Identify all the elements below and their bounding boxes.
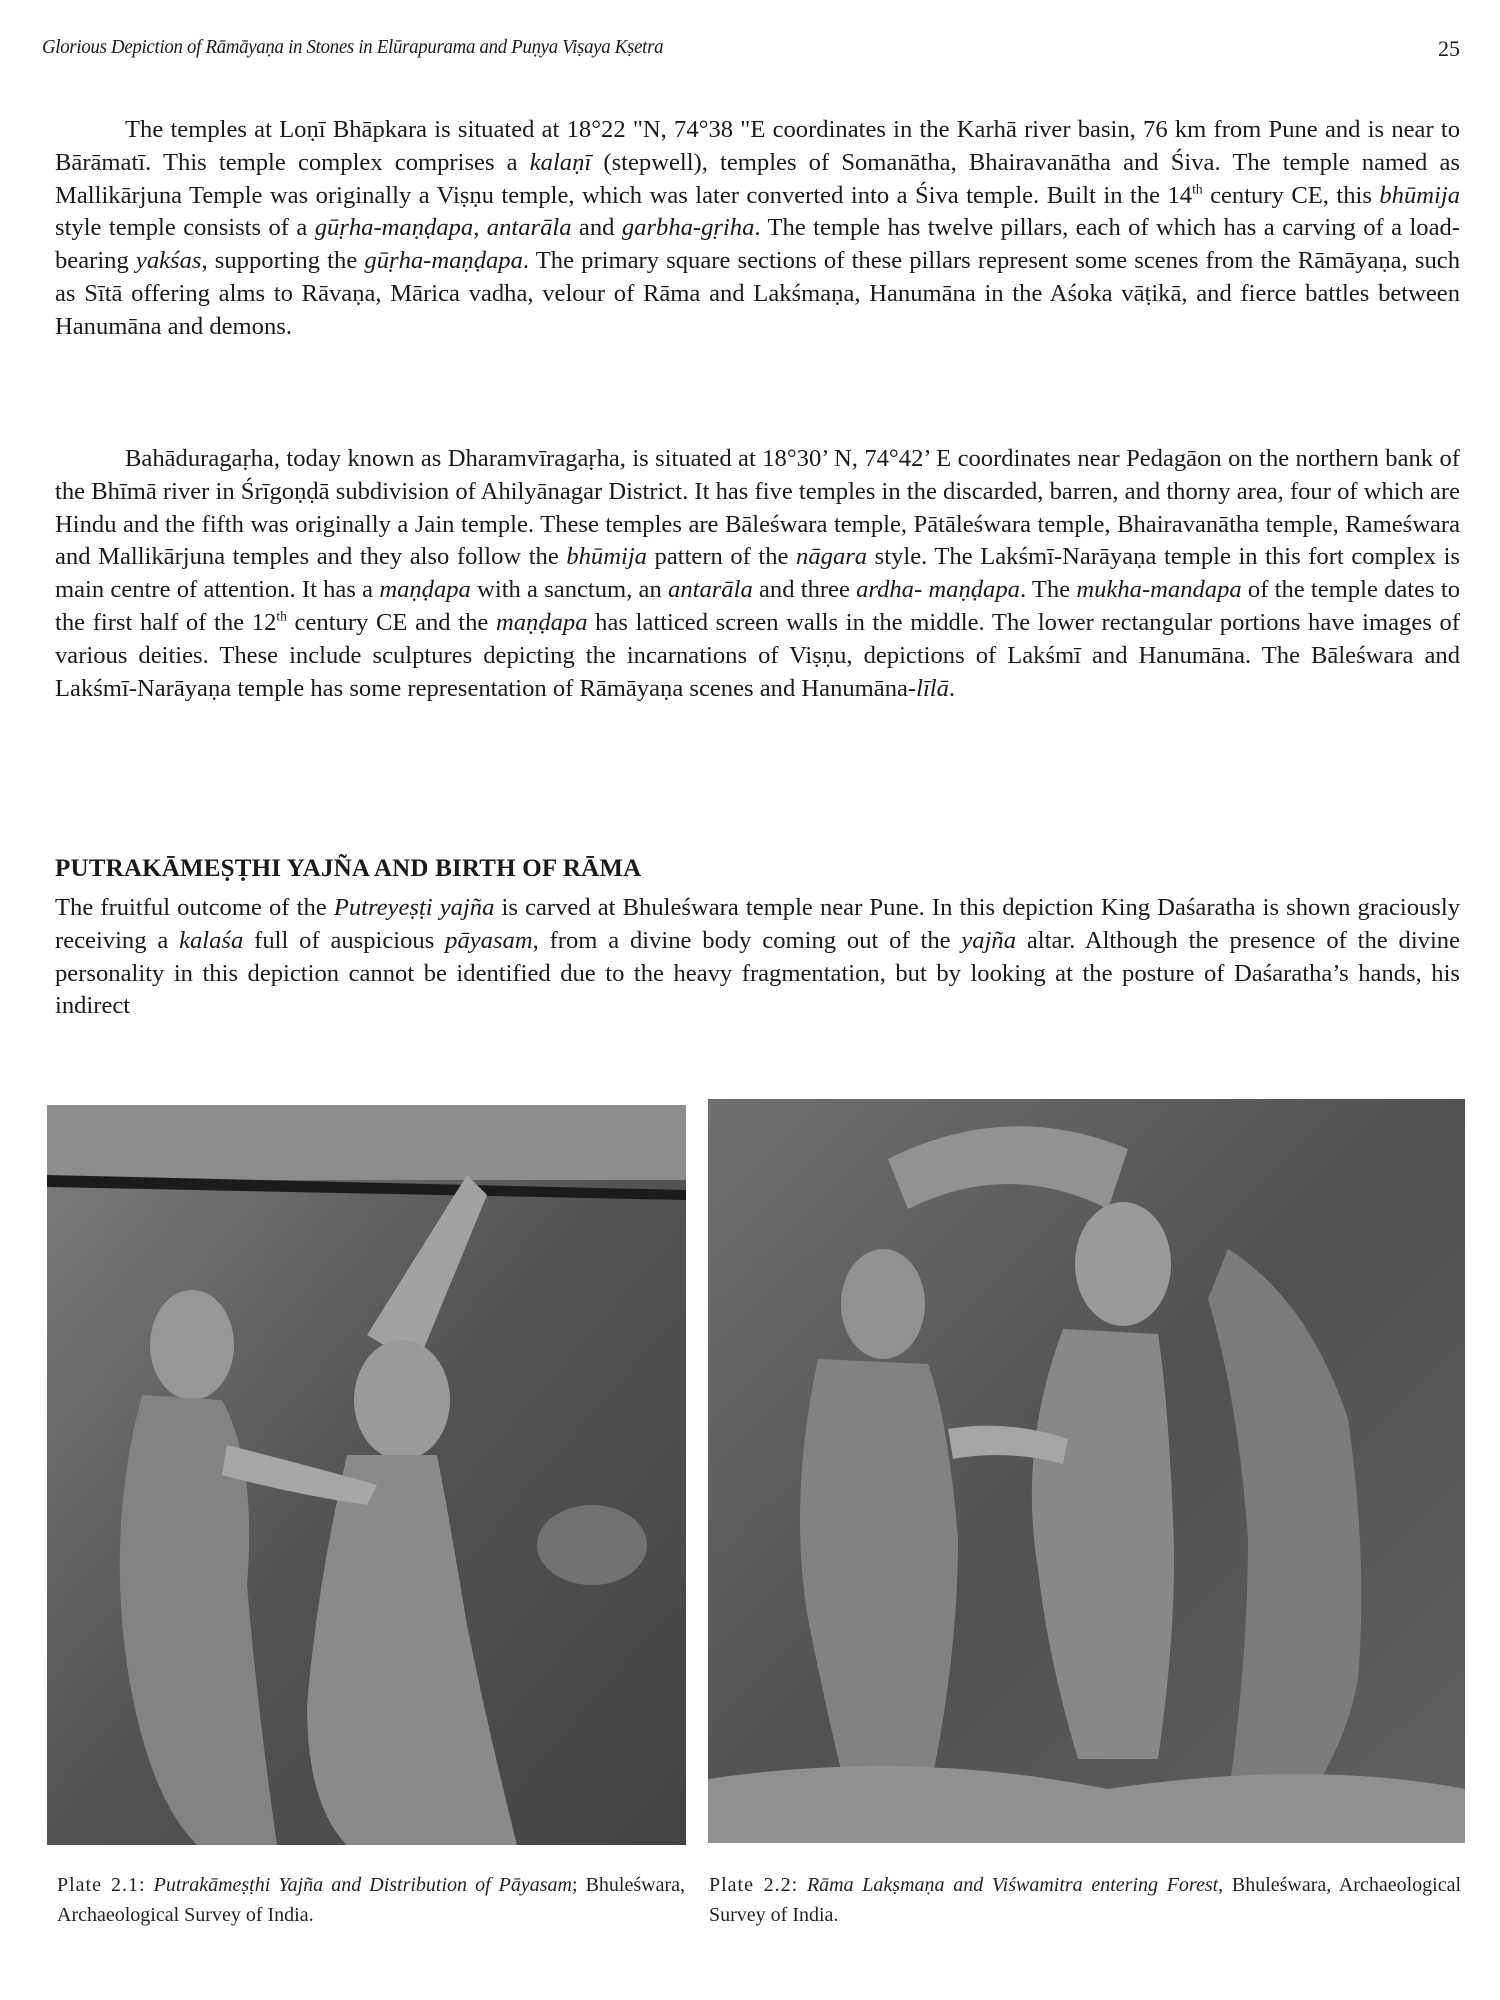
caption-title: Putrakāmeṣṭhi Yajña and Distribution of Pāyasam: [153, 1874, 572, 1896]
text-run: style temple consists of a: [55, 214, 315, 242]
text-run: Bahāduragaṛha, today known as Dharamvīragaṛha, is situated at 18°30’ N, 74°42’ E coordinates near Pedagāon on the northern bank of the Bhīmā river in Śrīgoṇḍā subdivision of Ahilyānagar District. It has five temples in the discarded, barren, and thorny area, four of which are Hindu and the fifth was originally a Jain temple. These temples are Bāleśwara temple, Pātāleśwara temple, Bhairavanātha temple, Rameśwara and Mallikārjuna temples and they also follow the: [55, 445, 1460, 571]
text-run: of the temple dates to the first half of the 12: [55, 576, 1460, 636]
text-run: , from a divine body coming out of the: [532, 926, 962, 954]
italic-term: antarāla: [486, 214, 572, 242]
caption-label: Plate 2.1:: [57, 1874, 146, 1896]
superscript: th: [1192, 181, 1203, 197]
italic-term: kalaṇī: [529, 148, 592, 176]
italic-term: yajña: [961, 926, 1017, 954]
italic-term: bhūmija: [566, 543, 647, 571]
caption-title: Rāma Lakṣmaṇa and Viśwamitra entering Forest: [806, 1874, 1219, 1896]
italic-term: bhūmija: [1379, 181, 1460, 209]
body-paragraph-putrakamesthi: [55, 892, 1460, 1023]
italic-term: nāgara: [796, 543, 868, 571]
text-run: altar. Although the presence of the divine personality in this depiction cannot be identified due to the heavy fragmentation, but by looking at the posture of Daśaratha’s hands, his indirect: [55, 926, 1460, 1020]
italic-term: gūṛha-maṇḍapa: [364, 247, 523, 275]
relief-photo-2-1: [47, 1105, 686, 1845]
text-run: . The: [1019, 576, 1077, 604]
italic-term: maṇḍapa: [495, 608, 588, 636]
text-run: and three: [752, 576, 857, 604]
body-paragraph-bahaduragarha: [55, 443, 1460, 705]
paragraph-text: [55, 892, 1460, 1023]
italic-term: gūṛha-maṇḍapa: [314, 214, 474, 242]
text-run: with a sanctum, an: [470, 576, 669, 604]
italic-term: yakśas: [135, 247, 202, 275]
italic-term: antarāla: [668, 576, 753, 604]
italic-term: kalaśa: [179, 926, 244, 954]
plate-caption-2-2: [709, 1870, 1461, 1930]
text-run: century CE and the: [286, 608, 496, 636]
italic-term: Putreyeṣṭi yajña: [333, 894, 495, 921]
caption-source: , Bhuleśwara, Archaeological Survey of India.: [709, 1874, 1462, 1926]
italic-term: līlā: [916, 674, 949, 702]
text-run: . The temple has twelve pillars, each of which has a carving of a load-bearing: [55, 214, 1460, 275]
plate-photo-2-2: [708, 1099, 1465, 1843]
paragraph-text: [55, 114, 1460, 344]
paragraph-text: [55, 443, 1460, 705]
italic-term: garbha-gṛiha: [621, 214, 755, 242]
text-run: , supporting the: [201, 247, 365, 275]
italic-term: mukha-mandapa: [1076, 576, 1242, 604]
relief-photo-2-2: [708, 1099, 1465, 1843]
running-header: [40, 30, 1460, 60]
text-run: full of auspicious: [243, 926, 446, 954]
caption-label: Plate 2.2:: [709, 1874, 799, 1896]
running-title: Glorious Depiction of Rāmāyaṇa in Stones in Elūrapurama and Puṇya Viṣaya Kṣetra: [42, 36, 664, 58]
text-run: The temples at Loṇī Bhāpkara is situated at 18°22 "N, 74°38 "E coordinates in the Karhā river basin, 76 km from Pune and is near to Bārāmatī. This temple complex comprises a: [55, 116, 1460, 176]
section-heading: PUTRAKĀMEṢṬHI YAJÑA AND BIRTH OF RĀMA: [55, 855, 642, 882]
text-run: ,: [473, 214, 487, 242]
italic-term: maṇḍapa: [379, 576, 471, 604]
superscript: th: [276, 608, 287, 624]
text-run: The fruitful outcome of the: [55, 894, 334, 921]
text-run: pattern of the: [646, 543, 797, 571]
page-number: 25: [1438, 36, 1460, 61]
plate-photo-2-1: [47, 1105, 686, 1845]
text-run: has latticed screen walls in the middle. The lower rectangular portions have images of various deities. These include sculptures depicting the incarnations of Viṣṇu, depictions of Lakśmī and Hanumāna. The Bāleśwara and Lakśmī-Narāyaṇa temple has some representation of Rāmāyaṇa scenes and Hanumāna-: [55, 608, 1460, 702]
body-paragraph-loni-bhapkara: [55, 114, 1460, 344]
caption-source: ; Bhuleśwara, Archaeological Survey of India.: [57, 1874, 686, 1926]
text-run: .: [948, 674, 956, 702]
text-run: and: [571, 214, 622, 242]
text-run: . The primary square sections of these pillars represent some scenes from the Rāmāyaṇa, such as Sītā offering alms to Rāvaṇa, Mārica vadha, velour of Rāma and Lakśmaṇa, Hanumāna in the Aśoka vāṭikā, and fierce battles between Hanumāna and demons.: [55, 247, 1460, 340]
plate-caption-2-1: [57, 1870, 685, 1930]
italic-term: pāyasam: [445, 926, 533, 954]
text-run: (stepwell), temples of Somanātha, Bhairavanātha and Śiva. The temple named as Mallikārjuna Temple was originally a Viṣṇu temple, which was later converted into a Śiva temple. Built in the 14: [55, 148, 1461, 209]
text-run: style. The Lakśmī-Narāyaṇa temple in this fort complex is main centre of attention. It has a: [55, 543, 1460, 604]
text-run: century CE, this: [1202, 181, 1380, 209]
italic-term: ardha- maṇḍapa: [856, 576, 1020, 604]
text-run: is carved at Bhuleśwara temple near Pune. In this depiction King Daśaratha is shown graciously receiving a: [55, 894, 1460, 954]
